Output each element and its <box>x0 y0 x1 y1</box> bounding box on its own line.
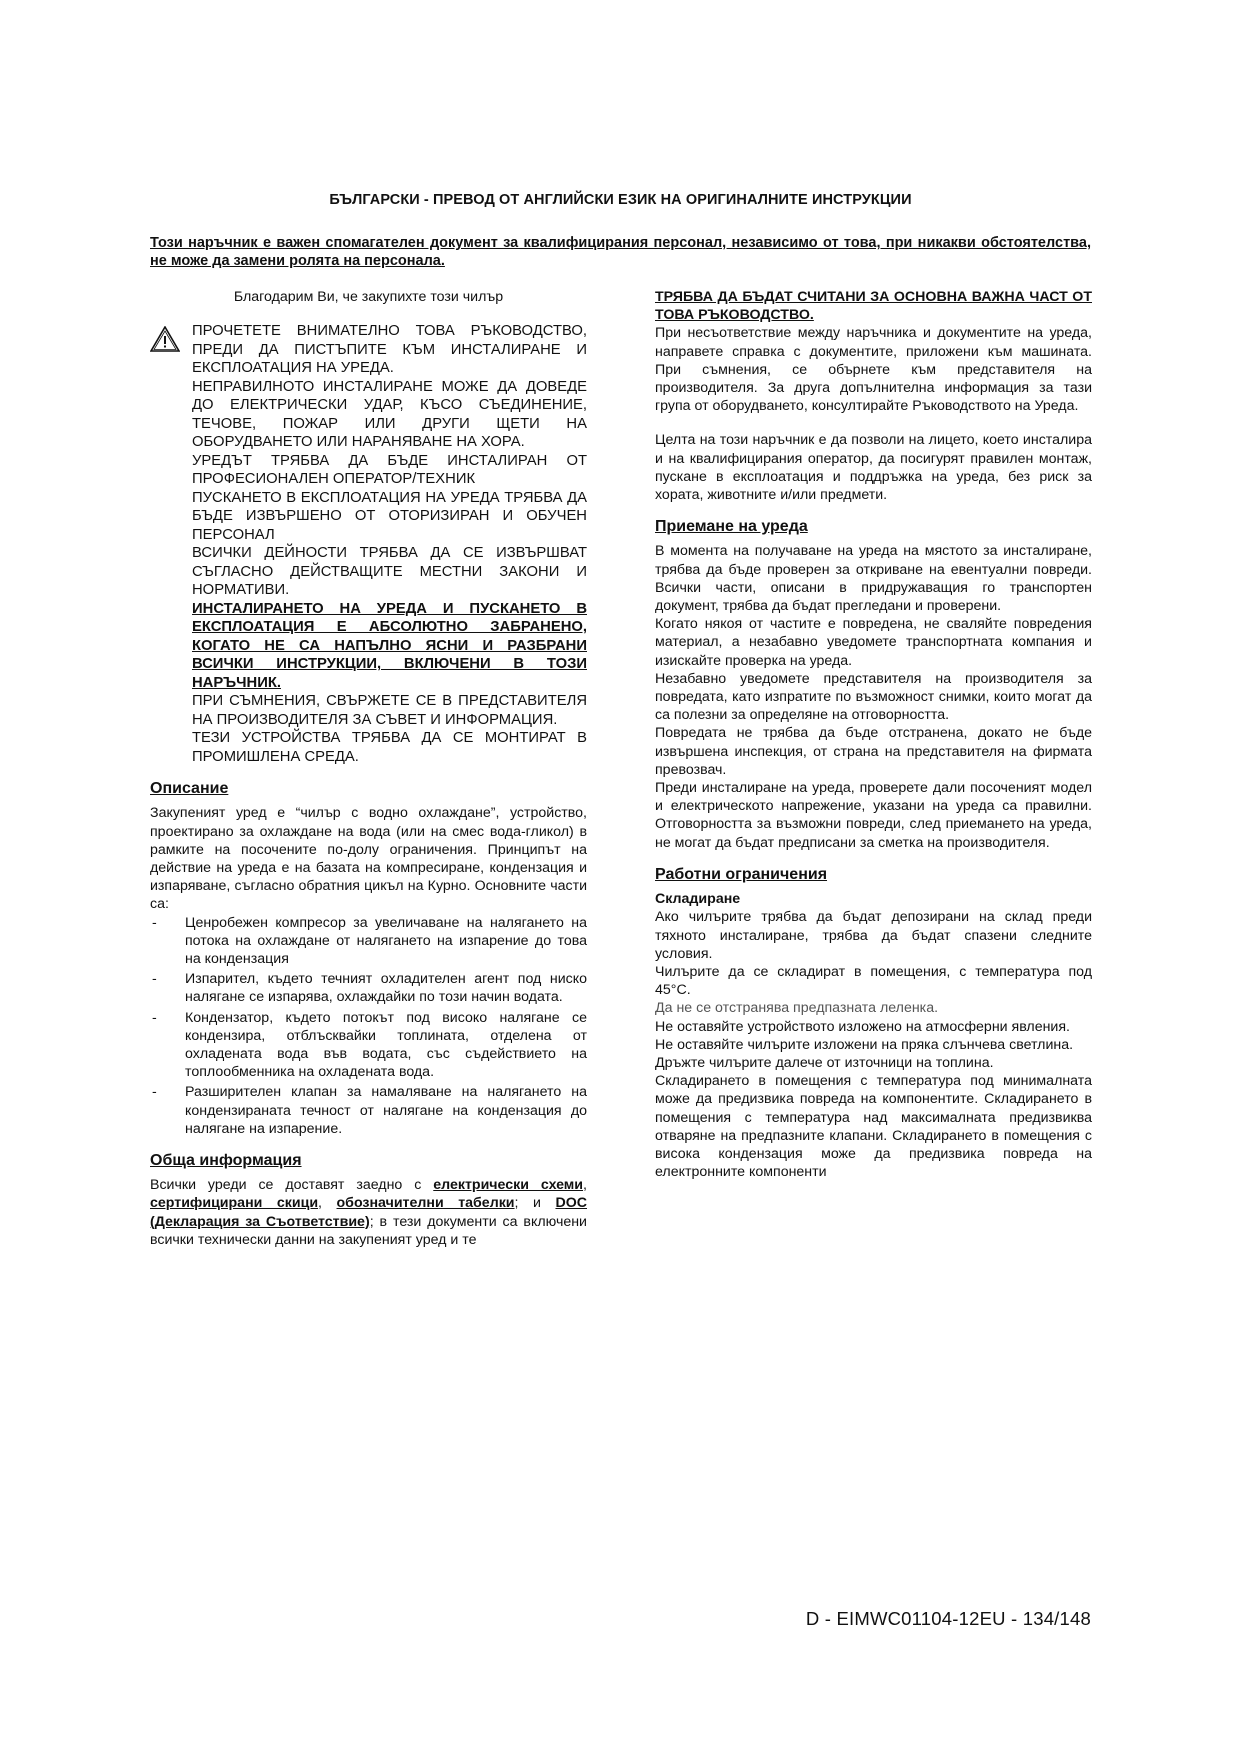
intro-statement: Този наръчник е важен спомагателен документ за квалифицирания персонал, независимо от това, при никакви обстоятелства, не може да замени ролята на персонала. <box>150 235 1091 269</box>
storage-temperature: Чилърите да се складират в помещения, с температура под 45°C. <box>655 963 1092 999</box>
warning-improper-install: НЕПРАВИЛНОТО ИНСТАЛИРАНЕ МОЖЕ ДА ДОВЕДЕ ДО ЕЛЕКТРИЧЕСКИ УДАР, КЪСО СЪЕДИНЕНИЕ, ТЕЧОВЕ, ПОЖАР ИЛИ ДРУГИ ЩЕТИ НА ОБОРУДВАНЕТО ИЛИ НАРАНЯВАНЕ НА ХОРА. <box>192 378 587 451</box>
reception-notify: Незабавно уведомете представителя на производителя за повредата, като изпратите по възможност снимки, които могат да са полезни за определяне на отговорността. <box>655 670 1092 724</box>
warning-read-manual: ПРОЧЕТЕТЕ ВНИМАТЕЛНО ТОВА РЪКОВОДСТВО, ПРЕДИ ДА ПИСТЪПИТЕ КЪМ ИНСТАЛИРАНЕ И ЕКСПЛОАТАЦИЯ НА УРЕДА. <box>192 323 587 377</box>
reception-inspect: В момента на получаване на уреда на мястото за инсталиране, трябва да бъде проверен за откриване на евентуални повреди. Всички части, описани в придружаващия го транспортен документ, трябва да бъдат прегледани и проверени. <box>655 543 1092 615</box>
general-text-2: , <box>583 1177 587 1194</box>
doc-declaration-ref: DOC (Декларация за Съответствие) <box>150 1195 587 1230</box>
reception-heading: Приемане на уреда <box>655 518 808 536</box>
storage-conditions: Ако чилърите трябва да бъдат депозирани на склад преди тяхното инсталиране, трябва да бъдат спазени следните условия. <box>655 909 1092 962</box>
certified-drawings-ref: сертифицирани скици <box>150 1195 319 1212</box>
list-item: - Кондензатор, където потокът под високо налягане се кондензира, отблъсквайки топлината, отделена от охладената вода във водата, със съдействието на топлообменника на охладената вода. <box>150 1009 587 1082</box>
storage-heat-sources: Дръжте чилърите далече от източници на топлина. <box>655 1054 994 1071</box>
left-column <box>150 288 587 1249</box>
general-text-5: ; в тези документи са включени всички технически данни на закупеният уред и те <box>150 1213 587 1248</box>
description-heading: Описание <box>150 780 229 798</box>
general-info-heading: Обща информация <box>150 1152 302 1170</box>
limits-heading: Работни ограничения <box>655 865 828 883</box>
list-item: - Изпарител, където течният охладителен агент под ниско налягане се изпарява, охлаждайки по този начин водата. <box>150 970 587 1006</box>
warning-contact-representative: ПРИ СЪМНЕНИЯ, СВЪРЖЕТЕ СЕ В ПРЕДСТАВИТЕЛЯ НА ПРОИЗВОДИТЕЛЯ ЗА СЪВЕТ И ИНФОРМАЦИЯ. <box>192 693 587 728</box>
storage-film: Да не се отстранява предпазната леленка. <box>655 1000 939 1017</box>
warning-local-laws: ВСИЧКИ ДЕЙНОСТИ ТРЯБВА ДА СЕ ИЗВЪРШВАТ СЪГЛАСНО ДЕЙСТВАЩИТЕ МЕСТНИ ЗАКОНИ И НОРМАТИВИ. <box>192 545 587 599</box>
page-title: БЪЛГАРСКИ - ПРЕВОД ОТ АНГЛИЙСКИ ЕЗИК НА ОРИГИНАЛНИТЕ ИНСТРУКЦИИ <box>329 192 912 208</box>
electrical-diagrams-ref: електрически схеми <box>433 1177 584 1194</box>
general-info-text <box>150 1176 587 1249</box>
warning-forbidden: ИНСТАЛИРАНЕТО НА УРЕДА И ПУСКАНЕТО В ЕКСПЛОАТАЦИЯ Е АБСОЛЮТНО ЗАБРАНЕНО, КОГАТО НЕ СА НАПЪЛНО ЯСНИ И РАЗБРАНИ ВСИЧКИ ИНСТРУКЦИИ, ВКЛЮЧЕНИ В ТОЗИ НАРЪЧНИК. <box>192 600 587 691</box>
list-item: - Ценробежен компресор за увеличаване на налягането на потока на охлаждане от налягането на изпарение до това на кондензация <box>150 914 587 969</box>
thanks-line: Благодарим Ви, че закупихте този чилър <box>233 289 504 305</box>
general-text-3: , <box>318 1195 337 1212</box>
nameplates-ref: обозначителни табелки <box>336 1195 515 1212</box>
discrepancy-text: При несъответствие между наръчника и документите на уреда, направете справка с документите, приложени към машината. При съмнения, се обърнете към представителя на производителя. За друга допълнителна информация за тази група от оборудването, консултирайте Ръководството на Уреда. <box>655 325 1092 415</box>
page-reference: D - EIMWC01104-12EU - 134/148 <box>805 1608 1091 1629</box>
storage-sunlight: Не оставяйте чилърите изложени на пряка слънчева светлина. <box>655 1036 1074 1053</box>
reception-damaged-part: Когато някоя от частите е повредена, не сваляйте повредения материал, а незабавно уведомете транспортната компания и изискайте проверка на уреда. <box>655 616 1092 669</box>
general-text-4: ; и <box>514 1195 556 1212</box>
general-text-1: Всички уреди се доставят заедно с <box>150 1177 434 1194</box>
storage-subheading: Складиране <box>655 891 741 908</box>
warning-triangle-icon <box>150 326 180 352</box>
storage-temperature-limits: Складирането в помещения с температура под минималната може да предизвика повреда на компонентите. Складирането в помещения с температура над максималната предизвиква отваряне на предпазните клапани. Складирането в помещения с висока кондензация може да предизвика повреда на електронните компоненти <box>655 1073 1092 1181</box>
warning-block <box>150 322 587 766</box>
reception-no-repair: Повредата не трябва да бъде отстранена, докато не бъде извършена инспекция, от страна на представителя на фирмата превозвач. <box>655 725 1092 778</box>
warning-professional-install: УРЕДЪТ ТРЯБВА ДА БЪДЕ ИНСТАЛИРАН ОТ ПРОФЕСИОНАЛЕН ОПЕРАТОР/ТЕХНИК <box>192 452 587 488</box>
warning-industrial-environment: ТЕЗИ УСТРОЙСТВА ТРЯБВА ДА СЕ МОНТИРАТ В ПРОМИШЛЕНА СРЕДА. <box>192 730 587 765</box>
list-item: - Разширителен клапан за намаляване на налягането на кондензираната течност от налягане на кондензация до налягане на изпарение. <box>150 1083 587 1138</box>
main-parts-list <box>150 914 587 1138</box>
description-text: Закупеният уред е “чилър с водно охлаждане”, устройство, проектирано за охлаждане на вода (или на смес вода-гликол) в рамките на посочените по-долу ограничения. Принципът на действие на уреда е на базата на компресиране, кондензация и изпаряване, съгласно обратния цикъл на Курно. Основните части са: <box>150 805 587 913</box>
warning-commissioning: ПУСКАНЕТО В ЕКСПЛОАТАЦИЯ НА УРЕДА ТРЯБВА ДА БЪДЕ ИЗВЪРШЕНО ОТ ОТОРИЗИРАН И ОБУЧЕН ПЕРСОНАЛ <box>192 489 587 543</box>
purpose-text: Целта на този наръчник е да позволи на лицето, което инсталира и на квалифицирания оператор, да посигурят правилен монтаж, пускане в експлоатация и поддръжка на уреда, без риск за хората, животните и/или предмети. <box>655 432 1092 504</box>
right-column <box>655 288 1092 1181</box>
storage-weather: Не оставяйте устройството изложено на атмосферни явления. <box>655 1018 1070 1035</box>
reception-check-model: Преди инсталиране на уреда, проверете дали посоченият модел и електрическото напрежение, указани на уреда са правилни. Отговорността за възможни повреди, след приемането на уреда, не могат да бъдат предписани за сметка на производителя. <box>655 780 1092 851</box>
important-part-heading: ТРЯБВА ДА БЪДАТ СЧИТАНИ ЗА ОСНОВНА ВАЖНА ЧАСТ ОТ ТОВА РЪКОВОДСТВО. <box>655 289 1092 324</box>
